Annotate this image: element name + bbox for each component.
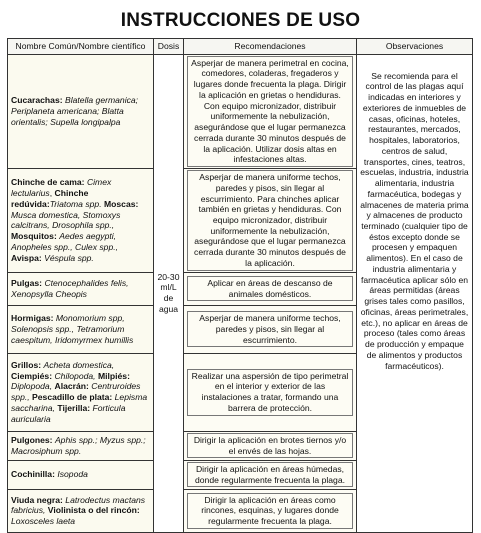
pest-scientific-name: Musca domestica, Stomoxys calcitrans, Drosophila spp., — [11, 209, 121, 231]
pest-scientific-name: Véspula spp. — [44, 252, 94, 263]
pest-scientific-name: Cimex lectularius — [11, 177, 112, 199]
pest-common-name: Grillos: — [11, 359, 44, 370]
pest-scientific-name: Aedes aegypti, Anopheles spp., Culex spp., — [11, 231, 119, 252]
recommendation-text: Aplicar en áreas de descanso de animales domésticos. — [187, 276, 353, 301]
recommendation-cell — [184, 169, 357, 273]
pest-scientific-name: Loxosceles laeta — [11, 516, 76, 527]
recommendation-cell — [184, 431, 357, 460]
pest-scientific-name: Diplopoda, — [11, 381, 55, 392]
table-header-row — [8, 39, 473, 55]
recommendation-text: Dirigir la aplicación en áreas como rincones, esquinas, y lugares donde regularmente frecuenta la plaga. — [187, 493, 353, 529]
pest-common-name: Viuda negra: — [11, 494, 66, 505]
pest-common-name: Cucarachas: — [11, 95, 65, 106]
recommendation-text: Asperjar de manera uniforme techos, paredes y pisos, sin llegar al escurrimiento. Para chinches aplicar también en grietas y hendiduras. Con equipo micronizador, distribuir uniformemente la nebulización, asegurándose que el lugar permanezca cerrada durante 30 minutos después de la aplicación. — [187, 170, 353, 271]
pest-common-name: Pescadillo de plata: — [32, 392, 115, 403]
pest-scientific-name: Monomorium spp, Solenopsis spp., Tetramorium caespitum, Iridomyrmex humillis — [11, 313, 134, 345]
pest-common-name: Pulgas: — [11, 277, 45, 288]
recommendation-cell — [184, 305, 357, 353]
pest-scientific-name: Centruroides spp., — [11, 381, 141, 403]
pest-name-cell — [8, 54, 154, 168]
page-title: INSTRUCCIONES DE USO — [120, 10, 361, 31]
pest-scientific-name: Ctenocephalides felis, Xenopsylla Cheopis — [11, 277, 129, 299]
pest-common-name: Tijerilla: — [57, 402, 93, 413]
pest-scientific-name: , — [49, 188, 55, 199]
recommendation-cell — [184, 54, 357, 168]
instructions-table — [7, 38, 473, 533]
pest-common-name: Chinche de cama: — [11, 177, 87, 188]
pest-common-name: Milpiés: — [97, 370, 130, 381]
pest-scientific-name: Lepisma saccharina, — [11, 392, 148, 413]
dose-unit: ml/L — [160, 282, 177, 293]
pest-name-cell — [8, 272, 154, 305]
pest-scientific-name: Aphis spp.; Myzus spp.; Macrosiphum spp. — [11, 434, 146, 456]
pest-scientific-name: Triatoma spp. — [49, 198, 104, 209]
header-recommendations: Recomendaciones — [184, 39, 357, 55]
pest-common-name: Hormigas: — [11, 313, 56, 324]
pest-common-name: Alacrán: — [54, 381, 92, 392]
pest-name-cell — [8, 305, 154, 353]
pest-common-name: Avispa: — [11, 252, 45, 263]
pest-scientific-name: Chilopoda, — [54, 370, 98, 381]
recommendation-cell — [184, 272, 357, 305]
dose-unit-water: agua — [158, 303, 179, 314]
pest-common-name: Ciempiés: — [11, 370, 55, 381]
recommendation-cell — [184, 353, 357, 431]
dose-unit-de: de — [163, 293, 174, 304]
recommendation-cell — [184, 489, 357, 532]
pest-scientific-name: Isopoda — [57, 469, 88, 480]
pest-scientific-name: Acheta domestica, — [43, 359, 115, 370]
header-observations: Observaciones — [357, 39, 473, 55]
pest-name-cell — [8, 169, 154, 273]
recommendation-cell — [184, 460, 357, 489]
recommendation-text: Asperjar de manera uniforme techos, paredes y pisos, sin llegar al escurrimiento. — [187, 311, 353, 347]
pest-common-name: Violinista o del rincón: — [47, 505, 140, 516]
pest-scientific-name: Blatella germanica; Periplaneta americana; Blatta orientalis; Supella longipalpa — [11, 95, 139, 127]
pest-common-name: Mosquitos: — [11, 231, 60, 242]
recommendation-text: Dirigir la aplicación en brotes tiernos y/o el envés de las hojas. — [187, 433, 353, 458]
pest-name-cell — [8, 460, 154, 489]
recommendation-text: Dirigir la aplicación en áreas húmedas, donde regularmente frecuenta la plaga. — [187, 462, 353, 487]
pest-name-cell — [8, 489, 154, 532]
pest-scientific-name: Latrodectus mactans fabricius, — [11, 494, 146, 516]
header-dose: Dosis — [154, 39, 184, 55]
table-row — [8, 54, 473, 168]
pest-name-cell — [8, 431, 154, 460]
recommendation-text: Realizar una aspersión de tipo perimetral en el interior y exterior de las instalaciones a tratar, formando una barrera de protección. — [187, 369, 353, 416]
pest-common-name: Chinche redúvida: — [11, 188, 89, 209]
pest-common-name: Pulgones: — [11, 434, 55, 445]
dose-cell — [154, 54, 184, 532]
dose-value: 20-30 — [157, 271, 180, 282]
pest-common-name: Cochinilla: — [11, 469, 58, 480]
pest-name-cell — [8, 353, 154, 431]
pest-scientific-name: Forticula auricularia — [11, 402, 126, 424]
pest-common-name: Moscas: — [103, 198, 139, 209]
observations-cell: Se recomienda para el control de las plagas aquí indicadas en interiores y exteriores de inmuebles de casas, oficinas, hoteles, restaurantes, mercados, hospitales, laboratorios, centros de salud, transportes, cines, teatros, escuelas, industria, industria alimentaria, industria farmacéutica, bodegas y almacenes de materia prima y almacenes de producto terminado (cualquier tipo de éstos excepto donde se procesen y empaquen alimentos). En el caso de industria alimentaria y farmacéutica aplicar sólo en áreas permitidas (áreas grises tales como pasillos, oficinas, áreas perimetrales, etc.), no aplicar en áreas de proceso (tales como áreas de producción y empaque de alimentos y productos farmacéuticos). — [357, 54, 473, 532]
header-common-name: Nombre Común/Nombre científico — [8, 39, 154, 55]
recommendation-text: Asperjar de manera perimetral en cocina, comedores, coladeras, fregaderos y lugares donde frecuenta la plaga. Dirigir la aplicación en grietas o hendiduras. Con equipo micronizador, distribuir uniformemente la nebulización, asegurándose que el lugar permanezca cerrada durante 30 minutos después de la aplicación. Utilizar dosis altas en infestaciones altas. — [187, 56, 353, 167]
